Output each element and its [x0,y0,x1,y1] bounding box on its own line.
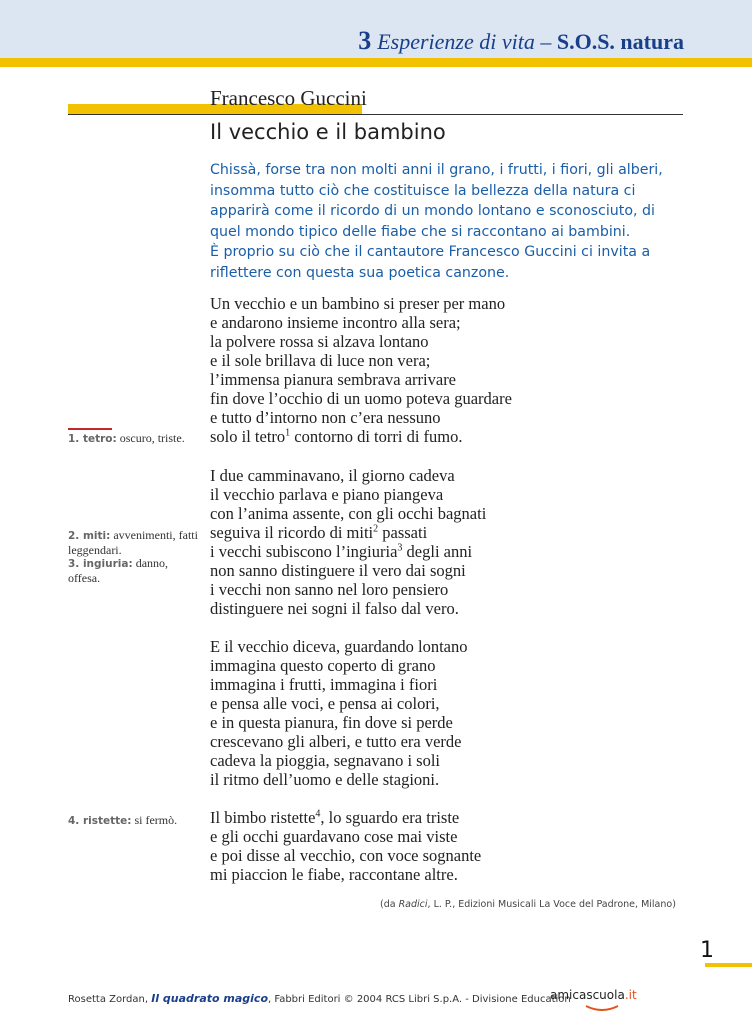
poem-line: Un vecchio e un bambino si preser per mano [210,294,506,313]
intro-paragraph-1: Chissà, forse tra non molti anni il grano, i frutti, i fiori, gli alberi, insomma tutto ciò che costituisce la bellezza della natura ci apparirà come il ricordo di un mondo lontano e sconosciuto, di quel mondo tipico delle fiabe che si raccontano ai bambini. [210,162,663,240]
poem-text: , lo sguardo era triste [320,808,460,827]
poem-line: e il sole brillava di luce non vera; [210,351,431,370]
poem-line: e tutto d’intorno non c’era nessuno [210,408,441,427]
poem-line: e pensa alle voci, e pensa ai colori, [210,694,440,713]
poem-text: Il bimbo ristette [210,808,316,827]
author-name: Francesco Guccini [210,86,367,110]
section-title: S.O.S. natura [556,29,684,54]
poem-text: contorno di torri di fumo. [290,427,463,446]
poem-text: degli anni [402,542,473,561]
poem-line: e in questa pianura, fin dove si perde [210,713,453,732]
poem-stanza-4 [210,808,481,884]
footer-credits [68,992,571,1005]
poem-line: fin dove l’occhio di un uomo poteva guardare [210,389,512,408]
poem-line: e gli occhi guardavano cose mai viste [210,827,458,846]
logo-swoosh-icon [585,1004,619,1012]
amicascuola-logo[interactable] [550,988,637,1002]
source-prefix: (da [380,899,399,910]
logo-tld: .it [624,988,637,1002]
intro-paragraph-2: È proprio su ciò che il cantautore Francesco Guccini ci invita a riflettere con questa sua poetica canzone. [210,244,651,281]
intro-text [210,160,688,283]
footnote-3 [68,557,200,585]
footnote-text: avvenimenti, fatti leggendari. [68,528,198,557]
source-rest: , L. P., Edizioni Musicali La Voce del Padrone, Milano) [427,899,676,910]
poem-line: la polvere rossa si alzava lontano [210,332,429,351]
source-work: Radici [398,899,428,910]
poem-stanza-1 [210,294,512,446]
poem-line: immagina i frutti, immagina i fiori [210,675,438,694]
source-citation [380,899,676,910]
chapter-separator: – [534,29,557,54]
poem-text: i vecchi subiscono l’ingiuria [210,542,398,561]
poem-text: solo il tetro [210,427,286,446]
poem-line [210,808,481,827]
page-title: Il vecchio e il bambino [210,120,446,144]
poem-line: i vecchi non sanno nel loro pensiero [210,580,449,599]
poem-line: il ritmo dell’uomo e delle stagioni. [210,770,440,789]
poem-line [210,427,512,446]
notes-divider [68,428,112,430]
footnote-term: 1. tetro: [68,433,117,445]
footnote-text: oscuro, triste. [116,431,185,445]
footnote-1 [68,432,200,447]
poem-line: mi piaccion le fiabe, raccontane altre. [210,865,458,884]
poem-stanza-3 [210,637,468,789]
footer-book-title: Il quadrato magico [151,992,268,1005]
page-number: 1 [700,938,714,963]
footer-publisher: , Fabbri Editori © 2004 RCS Libri S.p.A. - Divisione Education [268,994,571,1005]
poem-line: con l’anima assente, con gli occhi bagnati [210,504,487,523]
poem-line: e poi disse al vecchio, con voce sognante [210,846,482,865]
footnote-ref: 4 [315,808,321,820]
poem-line: e andarono insieme incontro alla sera; [210,313,461,332]
logo-name: amicascuola [550,988,625,1002]
footnote-4 [68,814,200,829]
poem-line: E il vecchio diceva, guardando lontano [210,637,468,656]
poem-line: distinguere nei sogni il falso dal vero. [210,599,459,618]
poem-stanza-2 [210,466,486,618]
footnote-term: 2. miti: [68,530,111,542]
footnote-text: danno, offesa. [68,556,169,585]
poem-line: l’immensa pianura sembrava arrivare [210,370,457,389]
footer-author: Rosetta Zordan, [68,994,152,1005]
page-number-stripe [705,963,752,967]
poem-line: crescevano gli alberi, e tutto era verde [210,732,462,751]
footnote-term: 3. ingiuria: [68,558,133,570]
poem-line: cadeva la pioggia, segnavano i soli [210,751,441,770]
poem-line: non sanno distinguere il vero dai sogni [210,561,466,580]
chapter-title: Esperienze di vita [377,29,535,54]
poem-text: seguiva il ricordo di miti [210,523,374,542]
poem-text: passati [378,523,428,542]
poem-line: I due camminavano, il giorno cadeva [210,466,455,485]
chapter-number: 3 [358,26,372,55]
author-rule [68,114,683,115]
footnote-ref: 2 [373,523,379,535]
footnote-text: si fermò. [131,813,178,827]
poem-line: il vecchio parlava e piano piangeva [210,485,444,504]
poem-line [210,523,486,542]
chapter-header [358,26,684,56]
header-stripe [0,58,752,67]
poem-line: immagina questo coperto di grano [210,656,436,675]
footnote-term: 4. ristette: [68,815,132,827]
footnote-2 [68,529,200,557]
footnote-ref: 3 [397,542,403,554]
poem-line [210,542,486,561]
footnote-ref: 1 [285,427,291,439]
